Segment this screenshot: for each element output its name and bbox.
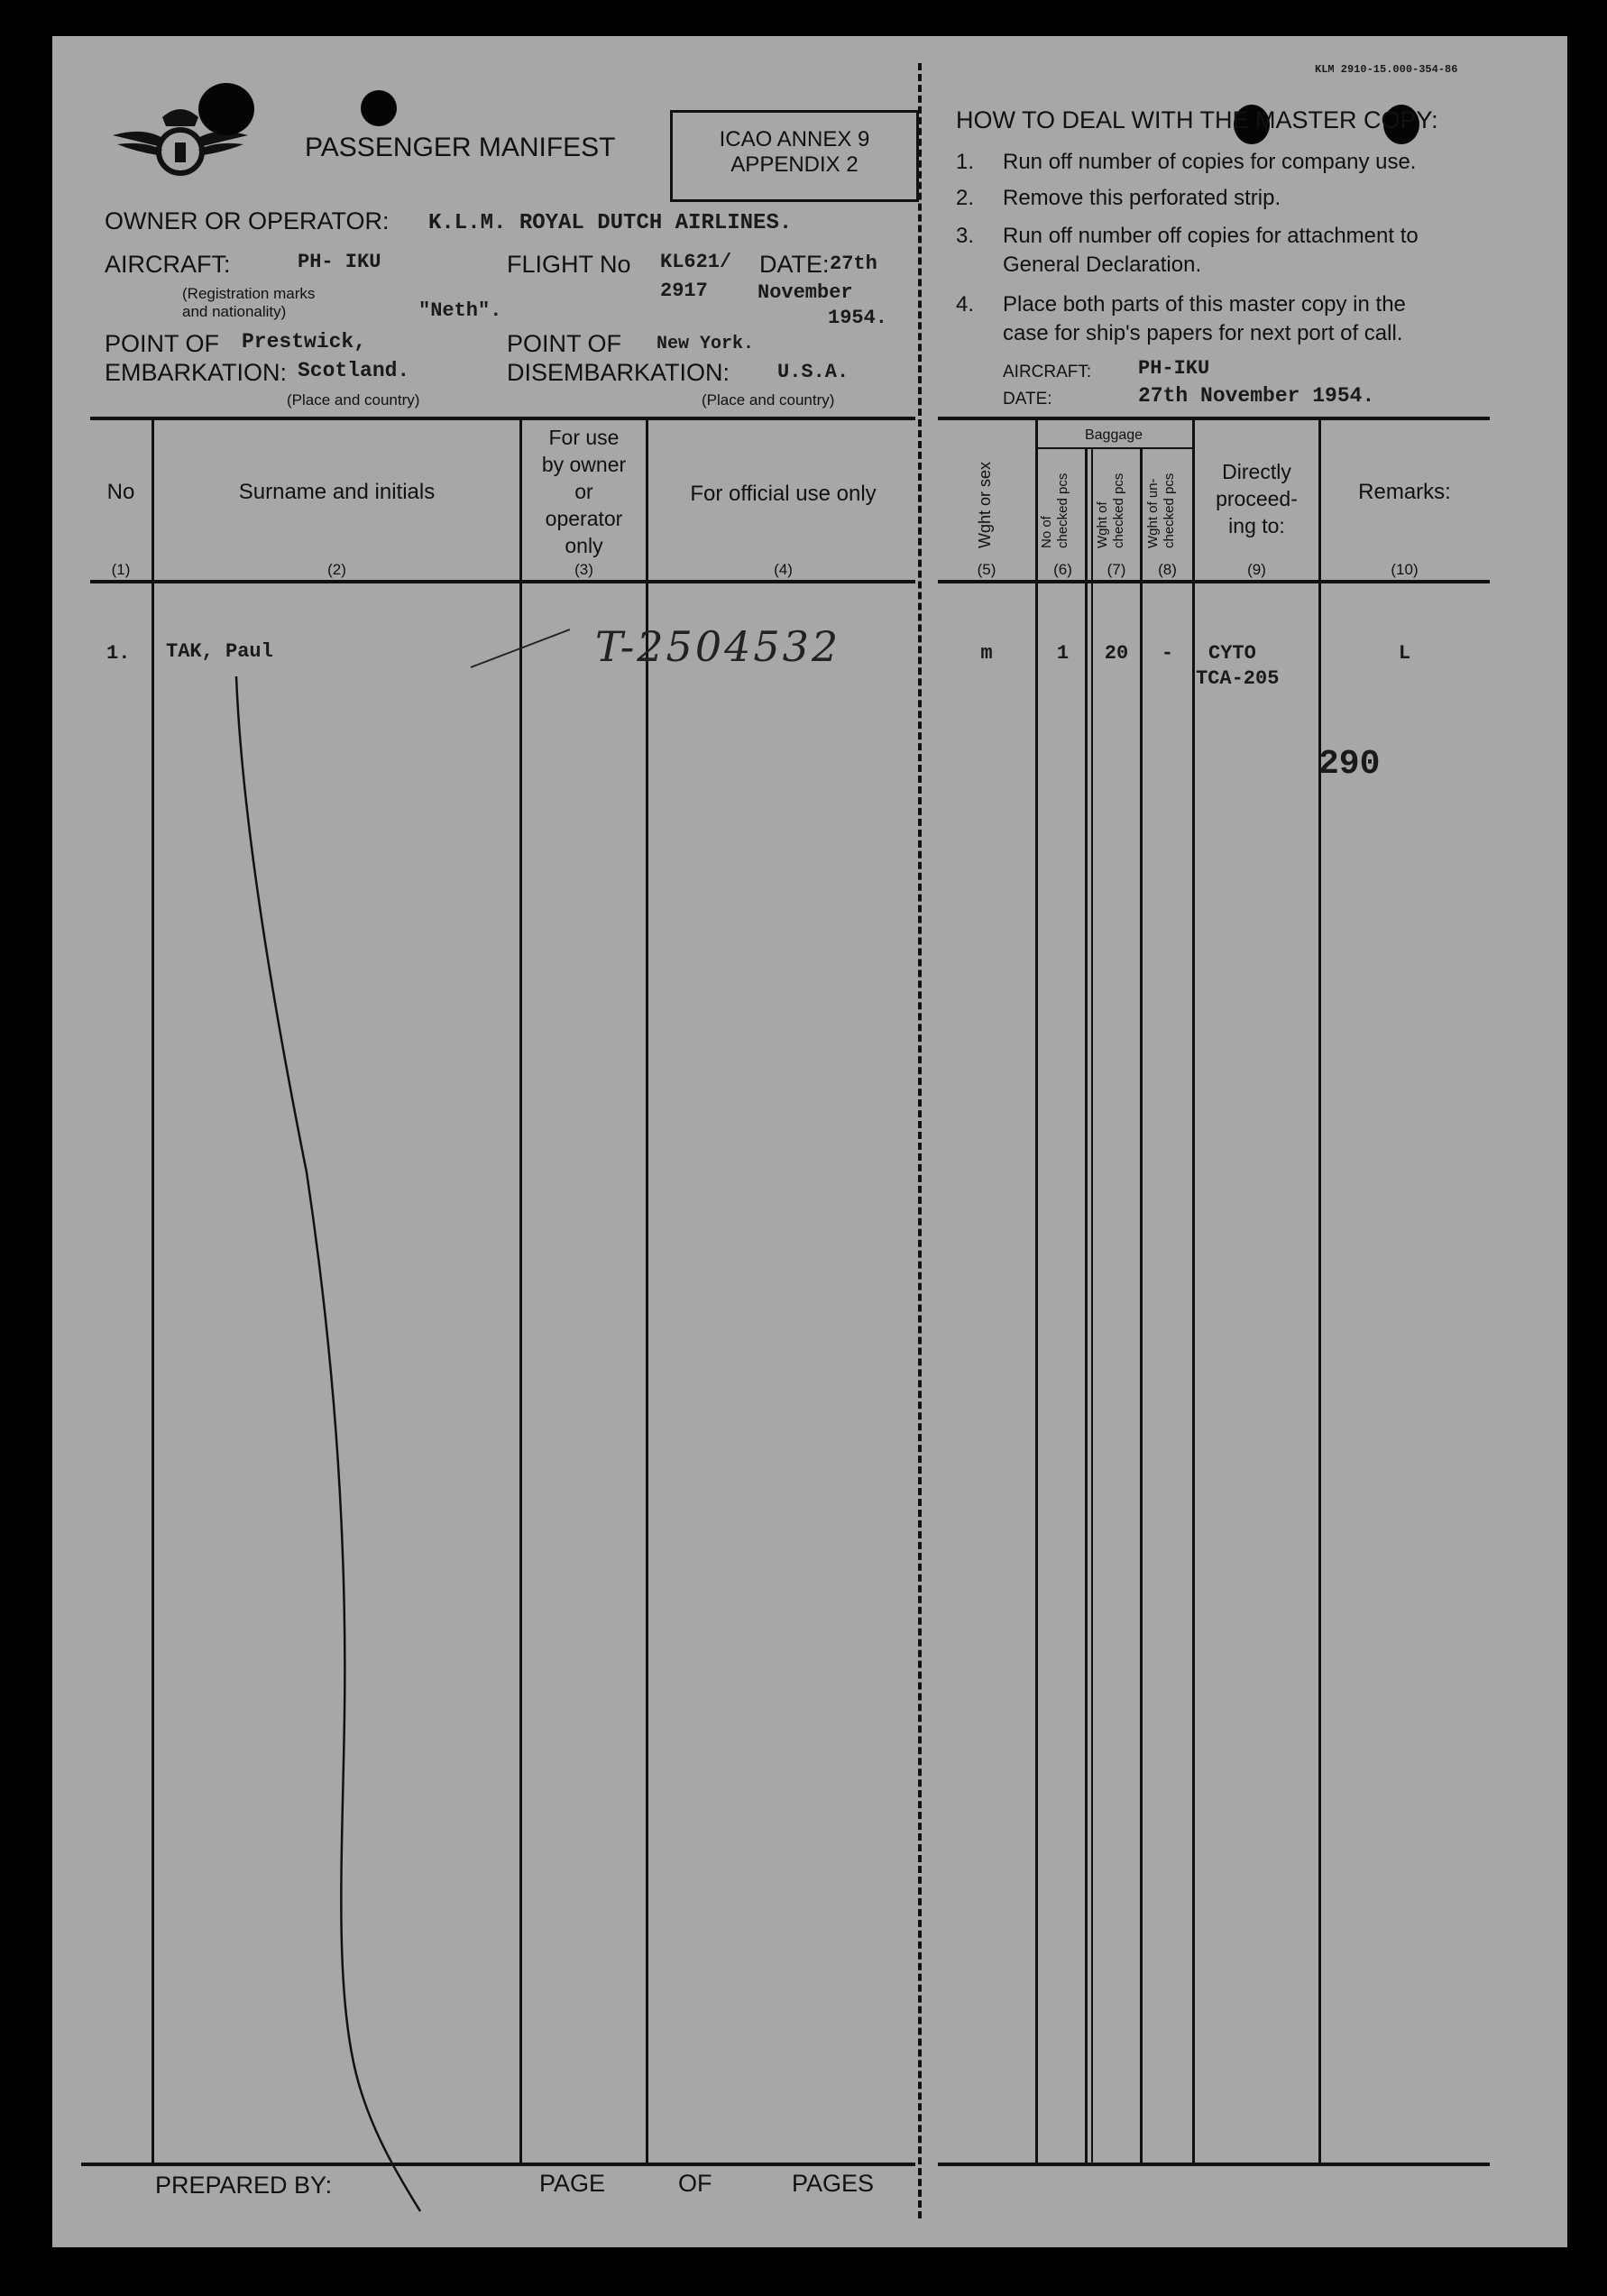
col-num-8: (8) (1158, 561, 1177, 578)
disembark-place-note: (Place and country) (702, 391, 835, 409)
nationality-value: "Neth". (418, 299, 502, 322)
footer-pages: PAGES (792, 2170, 875, 2197)
instruction-3-num: 3. (956, 224, 975, 248)
col-header-owner-5: only (565, 534, 603, 557)
instruction-1-text: Run off number of copies for company use. (1003, 150, 1417, 174)
row-no: 1. (106, 642, 131, 665)
instructions-date-label: DATE: (1003, 390, 1052, 409)
col-header-checked-2: checked pcs (1055, 473, 1070, 548)
col-num-7: (7) (1107, 561, 1126, 578)
instruction-4-text-2: case for ship's papers for next port of call. (1003, 321, 1403, 345)
col-num-6: (6) (1053, 561, 1072, 578)
disembark-label-2: DISEMBARKATION: (507, 359, 730, 386)
row-proceeding-2: TCA-205 (1196, 667, 1280, 690)
row-remarks: L (1398, 642, 1411, 665)
aircraft-label: AIRCRAFT: (105, 251, 231, 278)
instruction-2-text: Remove this perforated strip. (1003, 186, 1281, 210)
footer-of: OF (678, 2170, 712, 2197)
date-value-3: 1954. (828, 307, 888, 329)
row-official: T-2504532 (595, 622, 841, 671)
date-value-2: November (758, 281, 853, 304)
flight-label: FLIGHT No (507, 251, 631, 278)
row-name: TAK, Paul (166, 640, 273, 663)
pen-slash-mark (471, 629, 570, 667)
instruction-3-text: Run off number off copies for attachment to (1003, 224, 1419, 248)
registration-note-1: (Registration marks (182, 285, 316, 302)
footer-page: PAGE (539, 2170, 606, 2197)
col-num-10: (10) (1391, 561, 1419, 578)
col-num-4: (4) (774, 561, 793, 578)
instructions-aircraft-label: AIRCRAFT: (1003, 363, 1092, 381)
col-header-unchecked-2: checked pcs (1162, 473, 1177, 548)
row-checked-pcs: 1 (1056, 642, 1070, 665)
embark-label-2: EMBARKATION: (105, 359, 288, 386)
col-header-owner-4: operator (545, 507, 623, 530)
col-header-baggage: Baggage (1084, 427, 1143, 443)
disembark-label-1: POINT OF (507, 330, 622, 357)
instruction-3-text-2: General Declaration. (1003, 253, 1202, 277)
col-header-directly-2: proceed- (1216, 487, 1298, 510)
col-header-surname: Surname and initials (238, 480, 436, 504)
col-header-owner-3: or (574, 480, 593, 503)
col-header-remarks: Remarks: (1358, 480, 1451, 504)
date-value-1: 27th (830, 253, 877, 275)
flight-value-2: 2917 (660, 280, 708, 302)
col-header-wght-checked-1: Wght of (1095, 501, 1110, 548)
col-header-directly-3: ing to: (1228, 514, 1285, 537)
col-header-no: No (106, 480, 135, 504)
icao-annex: ICAO ANNEX 9 (719, 127, 870, 152)
instruction-1-num: 1. (956, 150, 975, 174)
col-num-3: (3) (574, 561, 593, 578)
row-wght-unchecked: - (1161, 642, 1174, 665)
col-header-directly-1: Directly (1222, 460, 1291, 483)
row-wght-sex: m (980, 642, 993, 665)
embark-label-1: POINT OF (105, 330, 220, 357)
footer-prepared-by: PREPARED BY: (155, 2172, 333, 2199)
embark-value-2: Scotland. (298, 359, 410, 382)
col-header-wght-checked-2: checked pcs (1111, 473, 1126, 548)
col-num-5: (5) (977, 561, 996, 578)
instruction-4-text: Place both parts of this master copy in the (1003, 292, 1406, 317)
flight-value-1: KL621/ (660, 251, 732, 273)
disembark-value-2: U.S.A. (777, 361, 849, 383)
form-title: PASSENGER MANIFEST (305, 133, 616, 162)
owner-label: OWNER OR OPERATOR: (105, 207, 390, 234)
icao-appendix: APPENDIX 2 (730, 152, 859, 177)
col-header-wght-sex: Wght or sex (976, 461, 994, 548)
col-header-checked-1: No of (1039, 516, 1054, 548)
pen-ditto-line (236, 676, 420, 2211)
instruction-4-num: 4. (956, 292, 975, 317)
col-header-owner-2: by owner (541, 453, 627, 476)
embark-place-note: (Place and country) (287, 391, 420, 409)
date-label: DATE: (759, 251, 830, 278)
col-header-unchecked-1: Wght of un- (1145, 478, 1161, 548)
row-proceeding-1: CYTO (1208, 642, 1256, 665)
owner-value: K.L.M. ROYAL DUTCH AIRLINES. (428, 211, 793, 235)
col-num-2: (2) (327, 561, 346, 578)
col-num-9: (9) (1247, 561, 1266, 578)
instruction-2-num: 2. (956, 186, 975, 210)
registration-note-2: and nationality) (182, 303, 287, 320)
embark-value-1: Prestwick, (242, 330, 367, 354)
stamp-number: 290 (1318, 745, 1381, 784)
aircraft-value: PH- IKU (298, 251, 381, 273)
row-wght-checked: 20 (1104, 642, 1129, 665)
col-header-official: For official use only (690, 482, 877, 506)
col-num-1: (1) (111, 561, 131, 578)
col-header-owner-1: For use (548, 426, 620, 449)
disembark-value-1: New York. (657, 334, 755, 354)
instructions-date-value: 27th November 1954. (1138, 384, 1375, 408)
form-code: KLM 2910-15.000-354-86 (1315, 63, 1458, 76)
instructions-title: HOW TO DEAL WITH THE MASTER COPY: (956, 106, 1438, 133)
instructions-aircraft-value: PH-IKU (1138, 357, 1210, 380)
